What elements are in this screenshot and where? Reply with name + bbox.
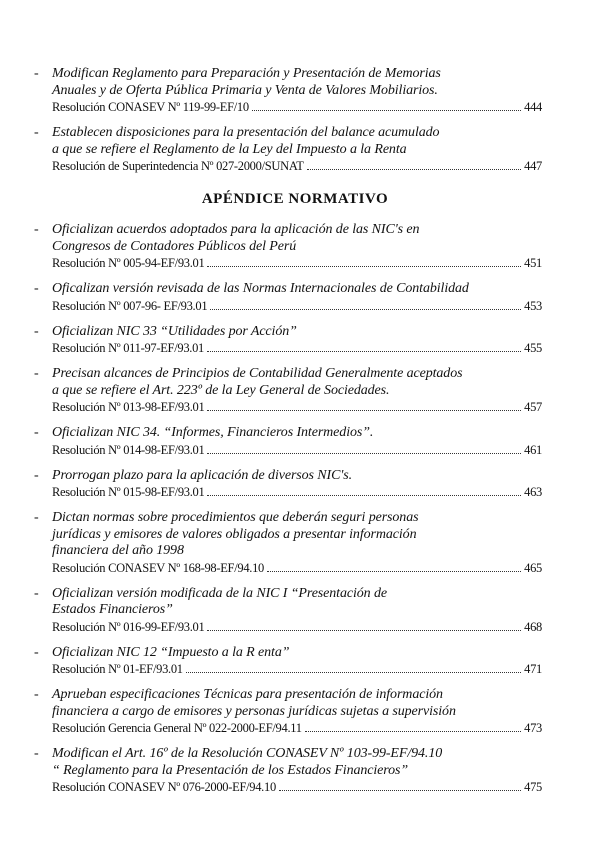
resolution-reference: Resolución CONASEV Nº 119-99-EF/10 — [52, 100, 249, 114]
page-number: 451 — [524, 256, 542, 270]
toc-entry-title-line: Prorrogan plazo para la aplicación de diversos NIC's. — [52, 467, 352, 483]
toc-entry-body — [52, 66, 542, 116]
toc-entry-reference-line — [52, 442, 542, 459]
dot-leader — [267, 571, 521, 572]
resolution-reference: Resolución Gerencia General Nº 022-2000-EF/94.11 — [52, 721, 302, 735]
page-number: 444 — [524, 100, 542, 114]
page-number: 471 — [524, 662, 542, 676]
toc-entry-body — [52, 687, 542, 737]
bullet-dash: - — [34, 687, 39, 702]
resolution-reference: Resolución Nº 015-98-EF/93.01 — [52, 485, 205, 499]
toc-entry-body — [52, 222, 542, 272]
page-number: 465 — [524, 560, 542, 575]
resolution-reference: Resolución Nº 011-97-EF/93.01 — [52, 341, 204, 355]
toc-entry-body — [52, 746, 542, 796]
toc-entry-title-line: Oficializan acuerdos adoptados para la aplicación de las NIC's en — [52, 222, 420, 237]
toc-entry-body — [52, 366, 542, 416]
page-number: 455 — [524, 341, 542, 355]
toc-entry-body — [52, 468, 542, 502]
dot-leader — [307, 169, 522, 170]
toc-entry-reference-line — [52, 255, 542, 272]
toc-entry — [34, 510, 542, 577]
bullet-dash: - — [34, 644, 39, 660]
toc-entry-body — [52, 281, 542, 315]
toc-entry-reference-line — [52, 158, 542, 175]
bullet-dash: - — [34, 66, 39, 81]
toc-list-appendix — [34, 222, 542, 796]
toc-entry-body — [52, 324, 542, 358]
toc-entry — [34, 687, 542, 737]
toc-entry — [34, 281, 542, 315]
resolution-reference: Resolución Nº 01-EF/93.01 — [52, 662, 183, 676]
dot-leader — [207, 630, 521, 631]
bullet-dash: - — [34, 510, 39, 525]
toc-entry-title-line: financiera del año 1998 — [52, 543, 184, 558]
resolution-reference: Resolución Nº 016-99-EF/93.01 — [52, 619, 205, 634]
toc-entry-title-line: “ Reglamento para la Presentación de los Estados Financieros” — [52, 762, 409, 778]
toc-entry — [34, 645, 542, 679]
toc-entry-body — [52, 645, 542, 679]
toc-entry — [34, 125, 542, 175]
toc-entry-title-line: a que se refiere el Reglamento de la Ley del Impuesto a la Renta — [52, 141, 407, 157]
toc-entry-title-line: Oficializan NIC 33 “Utilidades por Acción” — [52, 323, 297, 339]
toc-entry — [34, 222, 542, 272]
toc-entry — [34, 324, 542, 358]
dot-leader — [207, 266, 521, 267]
toc-entry-title-line: Modifican Reglamento para Preparación y Presentación de Memorias — [52, 66, 441, 81]
dot-leader — [207, 495, 521, 496]
bullet-dash: - — [34, 281, 39, 296]
toc-entry — [34, 366, 542, 416]
toc-entry-title-line: Aprueban especificaciones Técnicas para presentación de información — [52, 687, 443, 702]
resolution-reference: Resolución Nº 005-94-EF/93.01 — [52, 256, 205, 270]
bullet-dash: - — [34, 467, 39, 483]
page-number: 447 — [524, 159, 542, 173]
toc-entry-title-line: jurídicas y emisores de valores obligados a presentar información — [52, 526, 417, 542]
bullet-dash: - — [34, 222, 39, 237]
toc-entry-title-line: Oficializan NIC 12 “Impuesto a la R enta” — [52, 644, 290, 660]
dot-leader — [210, 309, 521, 310]
toc-entry-reference-line — [52, 661, 542, 678]
dot-leader — [279, 790, 521, 791]
bullet-dash: - — [34, 585, 39, 601]
dot-leader — [305, 731, 521, 732]
dot-leader — [252, 110, 521, 111]
toc-entry-reference-line — [52, 484, 542, 501]
toc-entry-reference-line — [52, 340, 542, 357]
resolution-reference: Resolución de Superintedencia Nº 027-2000/SUNAT — [52, 159, 304, 173]
toc-entry — [34, 468, 542, 502]
page-number: 457 — [524, 400, 542, 414]
bullet-dash: - — [34, 323, 39, 339]
toc-entry-title-line: Modifican el Art. 16º de la Resolución CONASEV Nº 103-99-EF/94.10 — [52, 746, 443, 761]
page-number: 463 — [524, 485, 542, 499]
resolution-reference: Resolución Nº 013-98-EF/93.01 — [52, 400, 205, 414]
page-number: 475 — [524, 780, 542, 794]
bullet-dash: - — [34, 425, 39, 440]
resolution-reference: Resolución Nº 007-96- EF/93.01 — [52, 298, 208, 313]
toc-entry — [34, 586, 542, 636]
dot-leader — [186, 672, 521, 673]
toc-entry-body — [52, 425, 542, 459]
page-number: 461 — [524, 442, 542, 457]
toc-entry-reference-line — [52, 560, 542, 577]
toc-entry-title-line: a que se refiere el Art. 223º de la Ley General de Sociedades. — [52, 382, 390, 398]
toc-entry-title-line: Oficializan NIC 34. “Informes, Financieros Intermedios”. — [52, 425, 374, 440]
dot-leader — [207, 351, 521, 352]
toc-entry-reference-line — [52, 619, 542, 636]
toc-entry-title-line: Congresos de Contadores Públicos del Perú — [52, 238, 297, 254]
toc-entry-body — [52, 510, 542, 577]
dot-leader — [207, 410, 521, 411]
bullet-dash: - — [34, 125, 39, 140]
page-number: 473 — [524, 721, 542, 735]
page-number: 453 — [524, 298, 542, 313]
toc-entry-reference-line — [52, 779, 542, 796]
resolution-reference: Resolución CONASEV Nº 168-98-EF/94.10 — [52, 560, 264, 575]
toc-entry-title-line: Establecen disposiciones para la presentación del balance acumulado — [52, 125, 440, 140]
toc-entry-title-line: Estados Financieros” — [52, 602, 173, 617]
toc-entry-title-line: financiera a cargo de emisores y personas jurídicas sujetas a supervisión — [52, 703, 456, 719]
toc-entry-title-line: Precisan alcances de Principios de Contabilidad Generalmente aceptados — [52, 366, 463, 381]
toc-entry-title-line: Dictan normas sobre procedimientos que deberán seguri personas — [52, 510, 419, 525]
resolution-reference: Resolución Nº 014-98-EF/93.01 — [52, 442, 205, 457]
section-heading: APÉNDICE NORMATIVO — [201, 191, 389, 207]
toc-entry-reference-line — [52, 298, 542, 315]
dot-leader — [207, 453, 521, 454]
toc-entry-body — [52, 586, 542, 636]
resolution-reference: Resolución CONASEV Nº 076-2000-EF/94.10 — [52, 780, 276, 794]
toc-entry-body — [52, 125, 542, 175]
toc-entry-title-line: Anuales y de Oferta Pública Primaria y Venta de Valores Mobiliarios. — [52, 82, 438, 98]
bullet-dash: - — [34, 366, 39, 381]
toc-entry-reference-line — [52, 399, 542, 416]
bullet-dash: - — [34, 746, 39, 761]
toc-list-top — [34, 66, 542, 175]
page-number: 468 — [524, 619, 542, 634]
toc-entry — [34, 425, 542, 459]
toc-entry-reference-line — [52, 720, 542, 737]
toc-entry — [34, 746, 542, 796]
toc-entry — [34, 66, 542, 116]
toc-entry-reference-line — [52, 99, 542, 116]
toc-entry-title-line: Oficalizan versión revisada de las Normas Internacionales de Contabilidad — [52, 281, 469, 296]
toc-entry-title-line: Oficializan versión modificada de la NIC I “Presentación de — [52, 585, 387, 601]
